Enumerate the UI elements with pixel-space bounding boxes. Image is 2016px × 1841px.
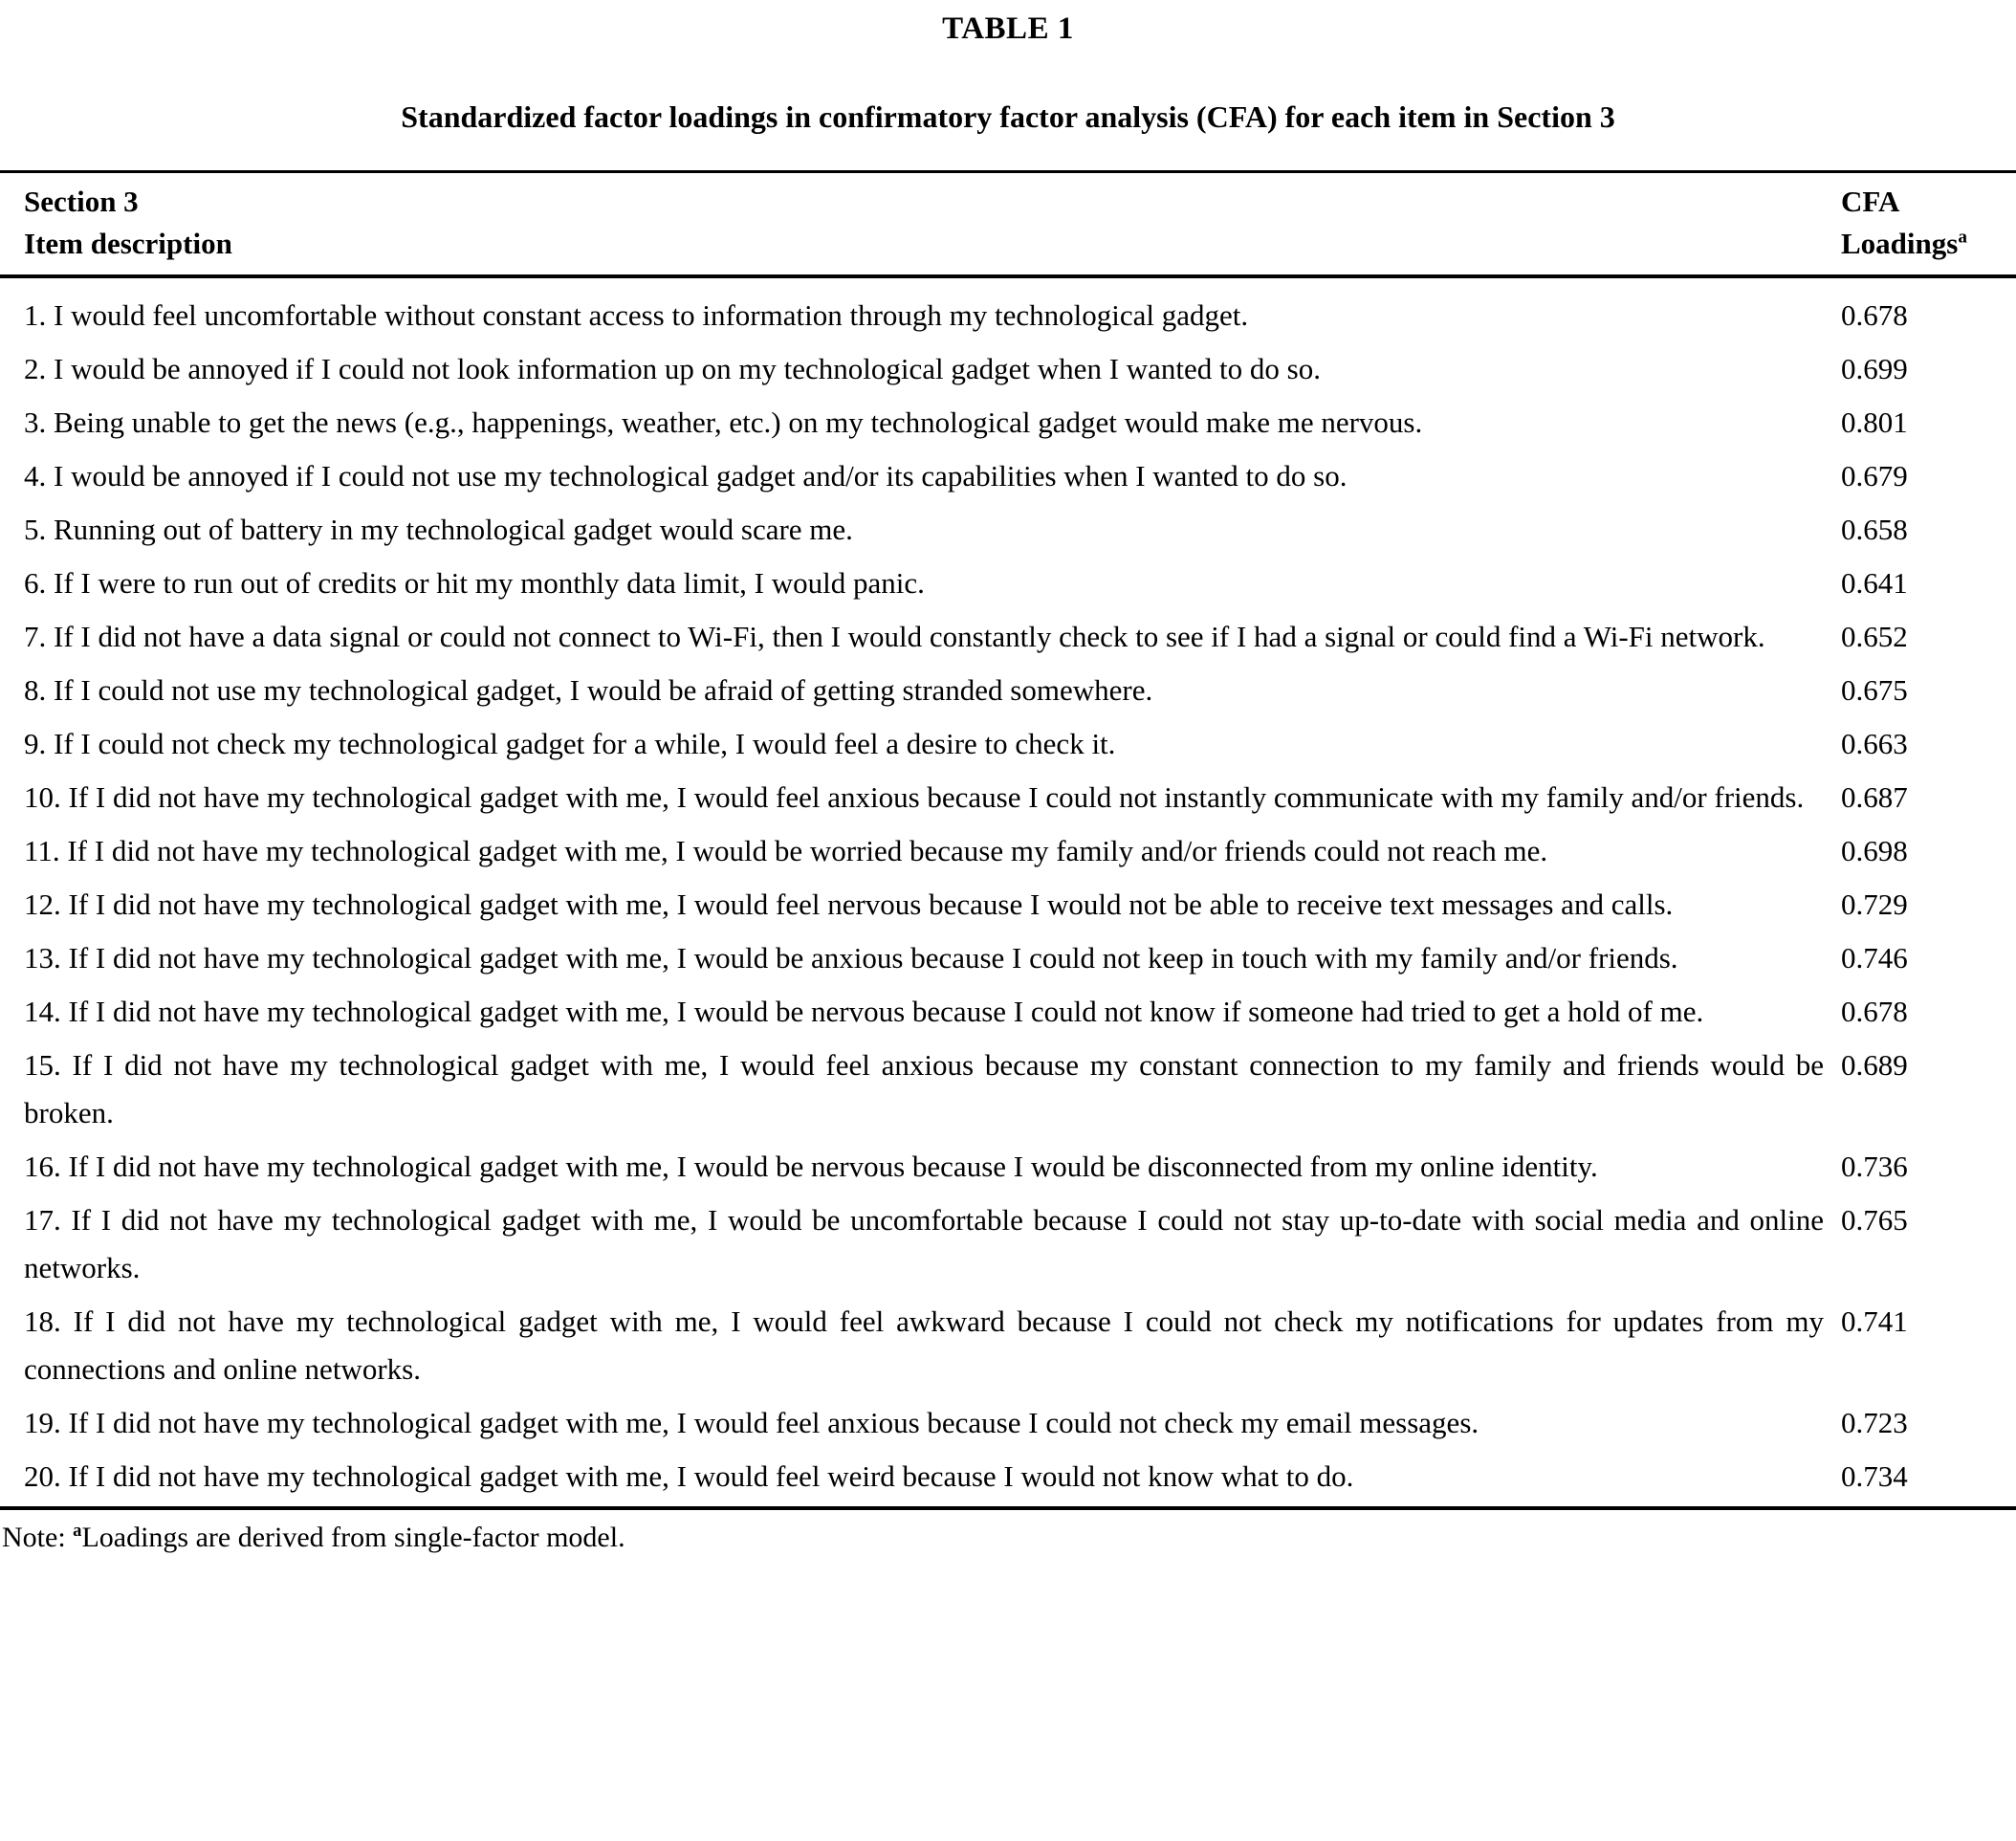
table-footnote: [0, 1518, 2016, 1558]
cfa-loading-value: 0.652: [1841, 620, 1908, 653]
cfa-loading-value: 0.746: [1841, 941, 1908, 975]
table-row: [0, 1196, 2016, 1292]
table-row: [0, 1041, 2016, 1137]
table-row: [0, 988, 2016, 1036]
table-row: [0, 1453, 2016, 1501]
table-row: [0, 720, 2016, 768]
cfa-loading-value: 0.765: [1841, 1203, 1908, 1237]
cfa-loading-value: 0.729: [1841, 888, 1908, 921]
header-item-description: [24, 181, 1841, 265]
footnote-superscript: a: [73, 1521, 82, 1541]
header-loadings-line: [1841, 223, 2016, 265]
header-loadings-text: Loadings: [1841, 227, 1959, 260]
table-row: [0, 881, 2016, 929]
table-row: [0, 1399, 2016, 1447]
item-description: 5. Running out of battery in my technological gadget would scare me.: [24, 513, 853, 546]
table-header-row: [0, 173, 2016, 274]
cfa-loading-value: 0.734: [1841, 1459, 1908, 1493]
table-bottom-rule: [0, 1506, 2016, 1510]
header-item-description-line: Item description: [24, 227, 232, 260]
item-description: 6. If I were to run out of credits or hit my monthly data limit, I would panic.: [24, 566, 925, 600]
table-row: [0, 1143, 2016, 1191]
footnote-text: Loadings are derived from single-factor model.: [81, 1522, 625, 1553]
item-description: 20. If I did not have my technological gadget with me, I would feel weird because I would not know what to do.: [24, 1459, 1354, 1493]
cfa-loading-value: 0.801: [1841, 405, 1908, 439]
item-description: 12. If I did not have my technological gadget with me, I would feel nervous because I would not be able to receive text messages and calls.: [24, 888, 1674, 921]
cfa-loading-value: 0.663: [1841, 727, 1908, 760]
cfa-loading-value: 0.679: [1841, 459, 1908, 493]
cfa-loading-value: 0.641: [1841, 566, 1908, 600]
table-row: [0, 399, 2016, 447]
cfa-loading-value: 0.723: [1841, 1406, 1908, 1439]
item-description: 7. If I did not have a data signal or could not connect to Wi-Fi, then I would constantly check to see if I had a signal or could find a Wi-Fi network.: [24, 620, 1765, 653]
table-row: [0, 613, 2016, 661]
item-description: 8. If I could not use my technological gadget, I would be afraid of getting stranded somewhere.: [24, 673, 1153, 707]
table-row: [0, 506, 2016, 554]
cfa-loading-value: 0.699: [1841, 352, 1908, 385]
table-row: [0, 1298, 2016, 1393]
table-label: TABLE 1: [942, 11, 1074, 46]
item-description: 3. Being unable to get the news (e.g., happenings, weather, etc.) on my technological gadget would make me nervous.: [24, 405, 1423, 439]
cfa-loading-value: 0.675: [1841, 673, 1908, 707]
item-description: 16. If I did not have my technological gadget with me, I would be nervous because I would be disconnected from my online identity.: [24, 1150, 1598, 1183]
header-loadings-superscript: a: [1958, 227, 1967, 248]
cfa-loading-value: 0.658: [1841, 513, 1908, 546]
cfa-loading-value: 0.689: [1841, 1048, 1908, 1082]
table-row: [0, 292, 2016, 340]
item-description: 11. If I did not have my technological gadget with me, I would be worried because my family and/or friends could not reach me.: [24, 834, 1548, 867]
table-row: [0, 452, 2016, 500]
cfa-loading-value: 0.678: [1841, 995, 1908, 1028]
cfa-loading-value: 0.698: [1841, 834, 1908, 867]
table-body: [0, 278, 2016, 1501]
table-row: [0, 345, 2016, 393]
item-description: 13. If I did not have my technological gadget with me, I would be anxious because I could not keep in touch with my family and/or friends.: [24, 941, 1678, 975]
table-row: [0, 827, 2016, 875]
item-description: 19. If I did not have my technological gadget with me, I would feel anxious because I could not check my email messages.: [24, 1406, 1479, 1439]
footnote-prefix: Note:: [2, 1522, 74, 1553]
item-description: 10. If I did not have my technological gadget with me, I would feel anxious because I could not instantly communicate with my family and/or friends.: [24, 780, 1805, 814]
item-description: 14. If I did not have my technological gadget with me, I would be nervous because I could not know if someone had tried to get a hold of me.: [24, 995, 1704, 1028]
table-row: [0, 934, 2016, 982]
header-section-line: Section 3: [24, 185, 139, 218]
cfa-loading-value: 0.741: [1841, 1304, 1908, 1338]
item-description: 15. If I did not have my technological gadget with me, I would feel anxious because my constant connection to my family and friends would be broken.: [24, 1048, 1824, 1129]
item-description: 9. If I could not check my technological gadget for a while, I would feel a desire to check it.: [24, 727, 1116, 760]
item-description: 4. I would be annoyed if I could not use my technological gadget and/or its capabilities when I wanted to do so.: [24, 459, 1348, 493]
item-description: 18. If I did not have my technological gadget with me, I would feel awkward because I could not check my notifications for updates from my connections and online networks.: [24, 1304, 1824, 1386]
cfa-loading-value: 0.687: [1841, 780, 1908, 814]
table-row: [0, 559, 2016, 607]
header-cfa-loadings: [1841, 181, 2016, 265]
header-cfa-line: CFA: [1841, 185, 1900, 218]
table-caption: Standardized factor loadings in confirmatory factor analysis (CFA) for each item in Section 3: [401, 99, 1615, 134]
item-description: 1. I would feel uncomfortable without constant access to information through my technological gadget.: [24, 298, 1249, 332]
item-description: 2. I would be annoyed if I could not look information up on my technological gadget when I wanted to do so.: [24, 352, 1321, 385]
cfa-loading-value: 0.736: [1841, 1150, 1908, 1183]
table-row: [0, 774, 2016, 822]
cfa-loading-value: 0.678: [1841, 298, 1908, 332]
table-row: [0, 667, 2016, 714]
item-description: 17. If I did not have my technological gadget with me, I would be uncomfortable because I could not stay up-to-date with social media and online networks.: [24, 1203, 1824, 1284]
